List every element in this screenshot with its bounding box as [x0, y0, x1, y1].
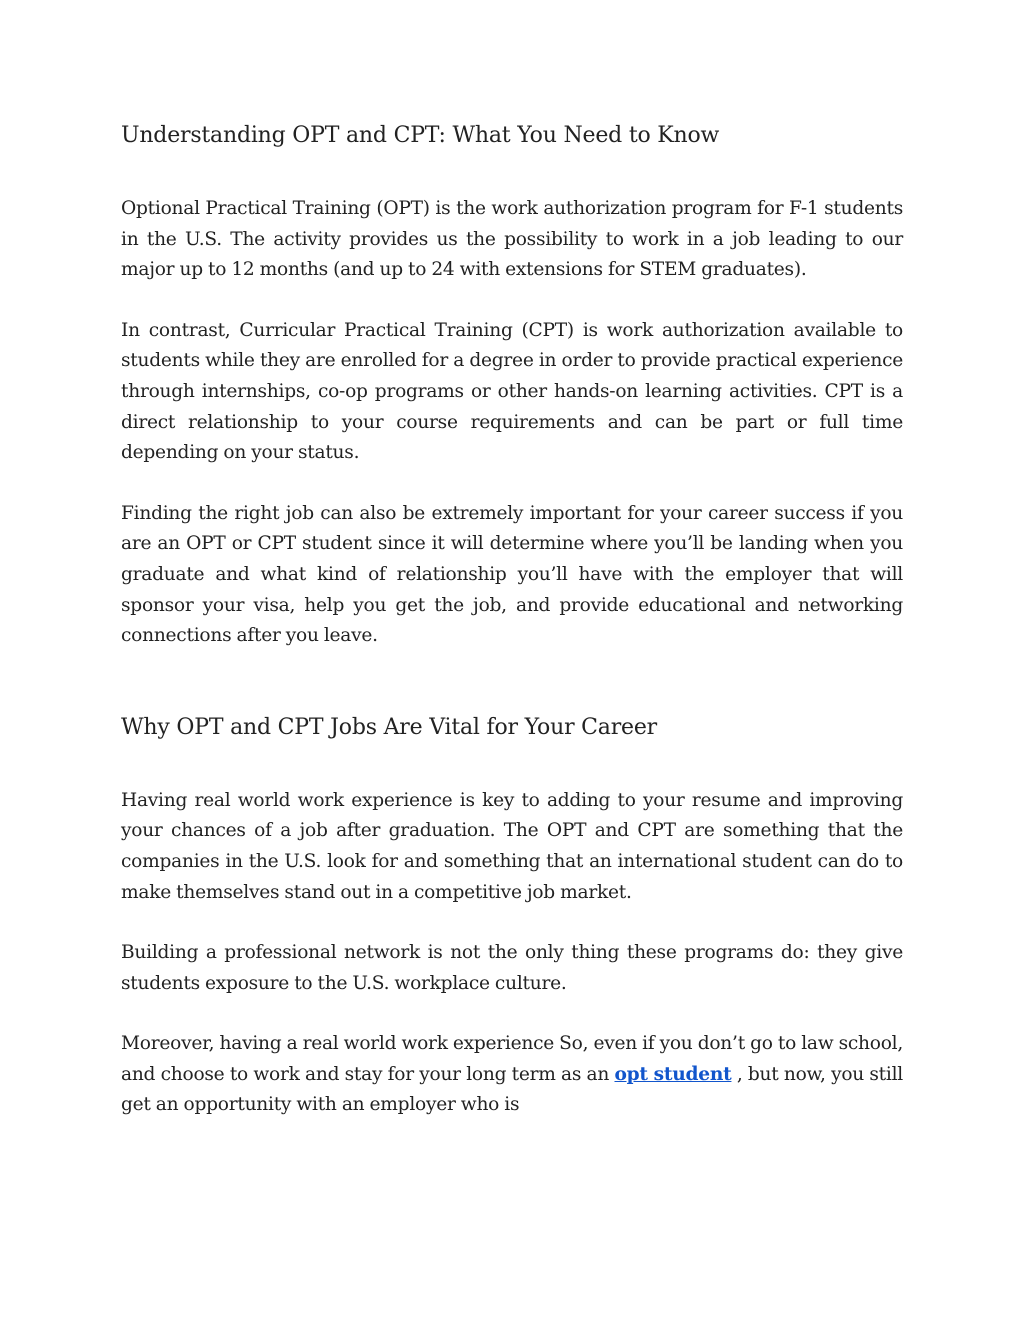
paragraph-opt-definition: Optional Practical Training (OPT) is the work authorization program for F-1 students in the U.S. The activity provides us the possibility to work in a job leading to our major up to 12 months (and up to 24 with extensions for STEM graduates). [121, 198, 903, 281]
paragraph-professional-network: Building a professional network is not the only thing these programs do: they give students exposure to the U.S. workplace culture. [121, 942, 903, 994]
paragraph-moreover [121, 1029, 903, 1121]
paragraph-work-experience: Having real world work experience is key to adding to your resume and improving your chances of a job after graduation. The OPT and CPT are something that the companies in the U.S. look for and something that an international student can do to make themselves stand out in a competitive job market. [121, 789, 903, 903]
section-heading-understanding: Understanding OPT and CPT: What You Need to Know [121, 123, 720, 148]
paragraph-finding-right-job: Finding the right job can also be extremely important for your career success if you are an OPT or CPT student since it will determine where you’ll be landing when you graduate and what kind of relationship you’ll have with the employer that will sponsor your visa, help you get the job, and provide educational and networking connections after you leave. [121, 502, 903, 647]
document-body [121, 118, 903, 1151]
moreover-text-before-link: Moreover, having a real world work experience So, even if you don’t go to law school, and choose to work and stay for your long term as an [121, 1033, 903, 1085]
opt-student-link[interactable]: opt student [614, 1063, 732, 1085]
moreover-text-after-link: , but now, you still get an opportunity with an employer who is [121, 1063, 903, 1116]
section-heading-why-vital: Why OPT and CPT Jobs Are Vital for Your Career [121, 714, 657, 740]
paragraph-cpt-definition: In contrast, Curricular Practical Training (CPT) is work authorization available to students while they are enrolled for a degree in order to provide practical experience through internships, co-op programs or other hands-on learning activities. CPT is a direct relationship to your course requirements and can be part or full time depending on your status. [121, 319, 903, 464]
